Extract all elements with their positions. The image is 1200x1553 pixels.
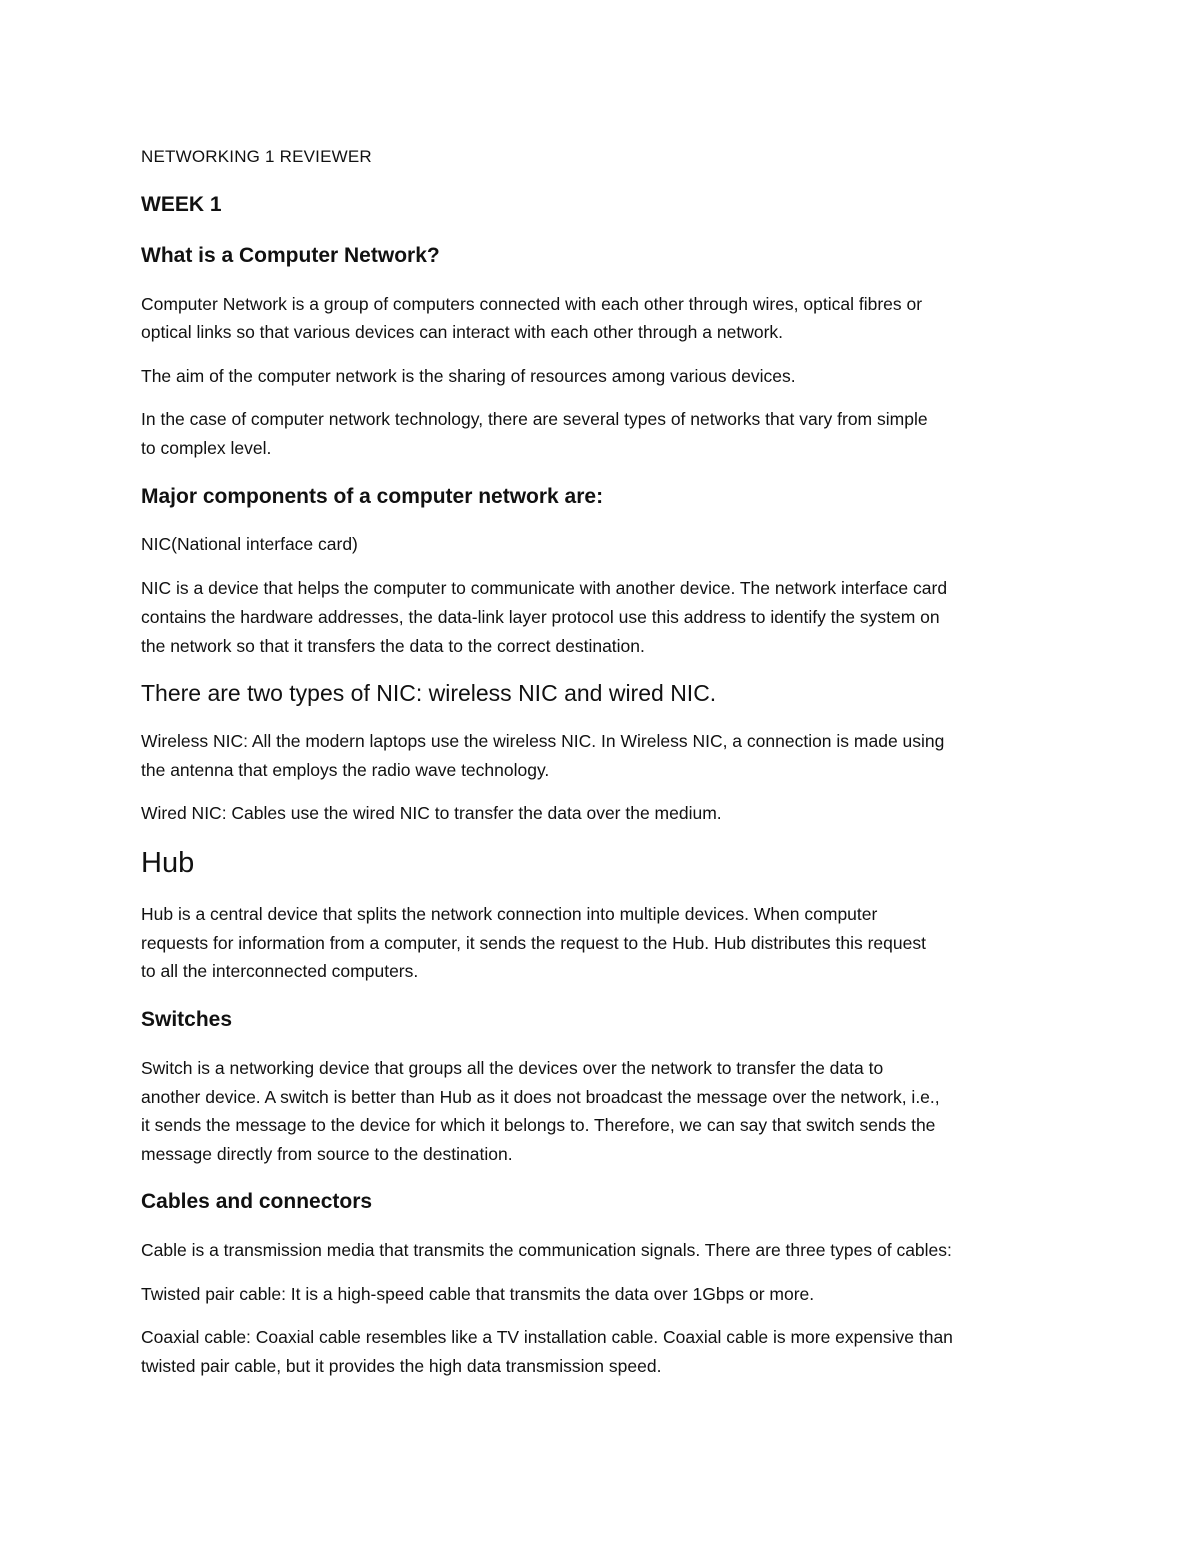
hub-description-line-3: to all the interconnected computers. <box>141 961 419 981</box>
nic-description-line-3: the network so that it transfers the data to the correct destination. <box>141 636 645 656</box>
switch-description-line-1: Switch is a networking device that groups all the devices over the network to transfer the data to <box>141 1058 884 1078</box>
nic-types-heading: There are two types of NIC: wireless NIC and wired NIC. <box>141 680 717 706</box>
cables-heading: Cables and connectors <box>141 1190 373 1213</box>
switch-description-line-4: message directly from source to the destination. <box>141 1144 513 1164</box>
network-types-line-1: In the case of computer network technology, there are several types of networks that vary from simple <box>141 409 928 429</box>
twisted-pair-paragraph: Twisted pair cable: It is a high-speed cable that transmits the data over 1Gbps or more. <box>141 1284 815 1304</box>
wired-nic-paragraph: Wired NIC: Cables use the wired NIC to transfer the data over the medium. <box>141 803 722 823</box>
switches-heading: Switches <box>141 1008 233 1031</box>
switch-description-line-2: another device. A switch is better than Hub as it does not broadcast the message over the network, i.e., <box>141 1087 940 1107</box>
nic-label: NIC(National interface card) <box>141 534 358 554</box>
network-definition-line-1: Computer Network is a group of computers connected with each other through wires, optical fibres or <box>141 294 923 314</box>
week-heading: WEEK 1 <box>141 193 222 216</box>
hub-description-line-2: requests for information from a computer, it sends the request to the Hub. Hub distributes this request <box>141 933 926 953</box>
nic-description-line-2: contains the hardware addresses, the data-link layer protocol use this address to identify the system on <box>141 607 940 627</box>
network-aim-paragraph: The aim of the computer network is the sharing of resources among various devices. <box>141 366 796 386</box>
wireless-nic-line-1: Wireless NIC: All the modern laptops use the wireless NIC. In Wireless NIC, a connection is made using <box>141 731 945 751</box>
hub-heading: Hub <box>141 847 195 879</box>
switch-description-line-3: it sends the message to the device for which it belongs to. Therefore, we can say that switch sends the <box>141 1115 936 1135</box>
network-definition-line-2: optical links so that various devices can interact with each other through a network. <box>141 322 784 342</box>
network-types-line-2: to complex level. <box>141 438 272 458</box>
computer-network-heading: What is a Computer Network? <box>141 244 440 267</box>
document-title: NETWORKING 1 REVIEWER <box>141 147 372 166</box>
cables-intro-paragraph: Cable is a transmission media that transmits the communication signals. There are three types of cables: <box>141 1240 952 1260</box>
major-components-heading: Major components of a computer network are: <box>141 485 604 508</box>
coaxial-cable-line-1: Coaxial cable: Coaxial cable resembles like a TV installation cable. Coaxial cable is more expensive than <box>141 1327 953 1347</box>
nic-description-line-1: NIC is a device that helps the computer to communicate with another device. The network interface card <box>141 578 948 598</box>
wireless-nic-line-2: the antenna that employs the radio wave technology. <box>141 760 550 780</box>
hub-description-line-1: Hub is a central device that splits the network connection into multiple devices. When computer <box>141 904 878 924</box>
coaxial-cable-line-2: twisted pair cable, but it provides the high data transmission speed. <box>141 1356 662 1376</box>
